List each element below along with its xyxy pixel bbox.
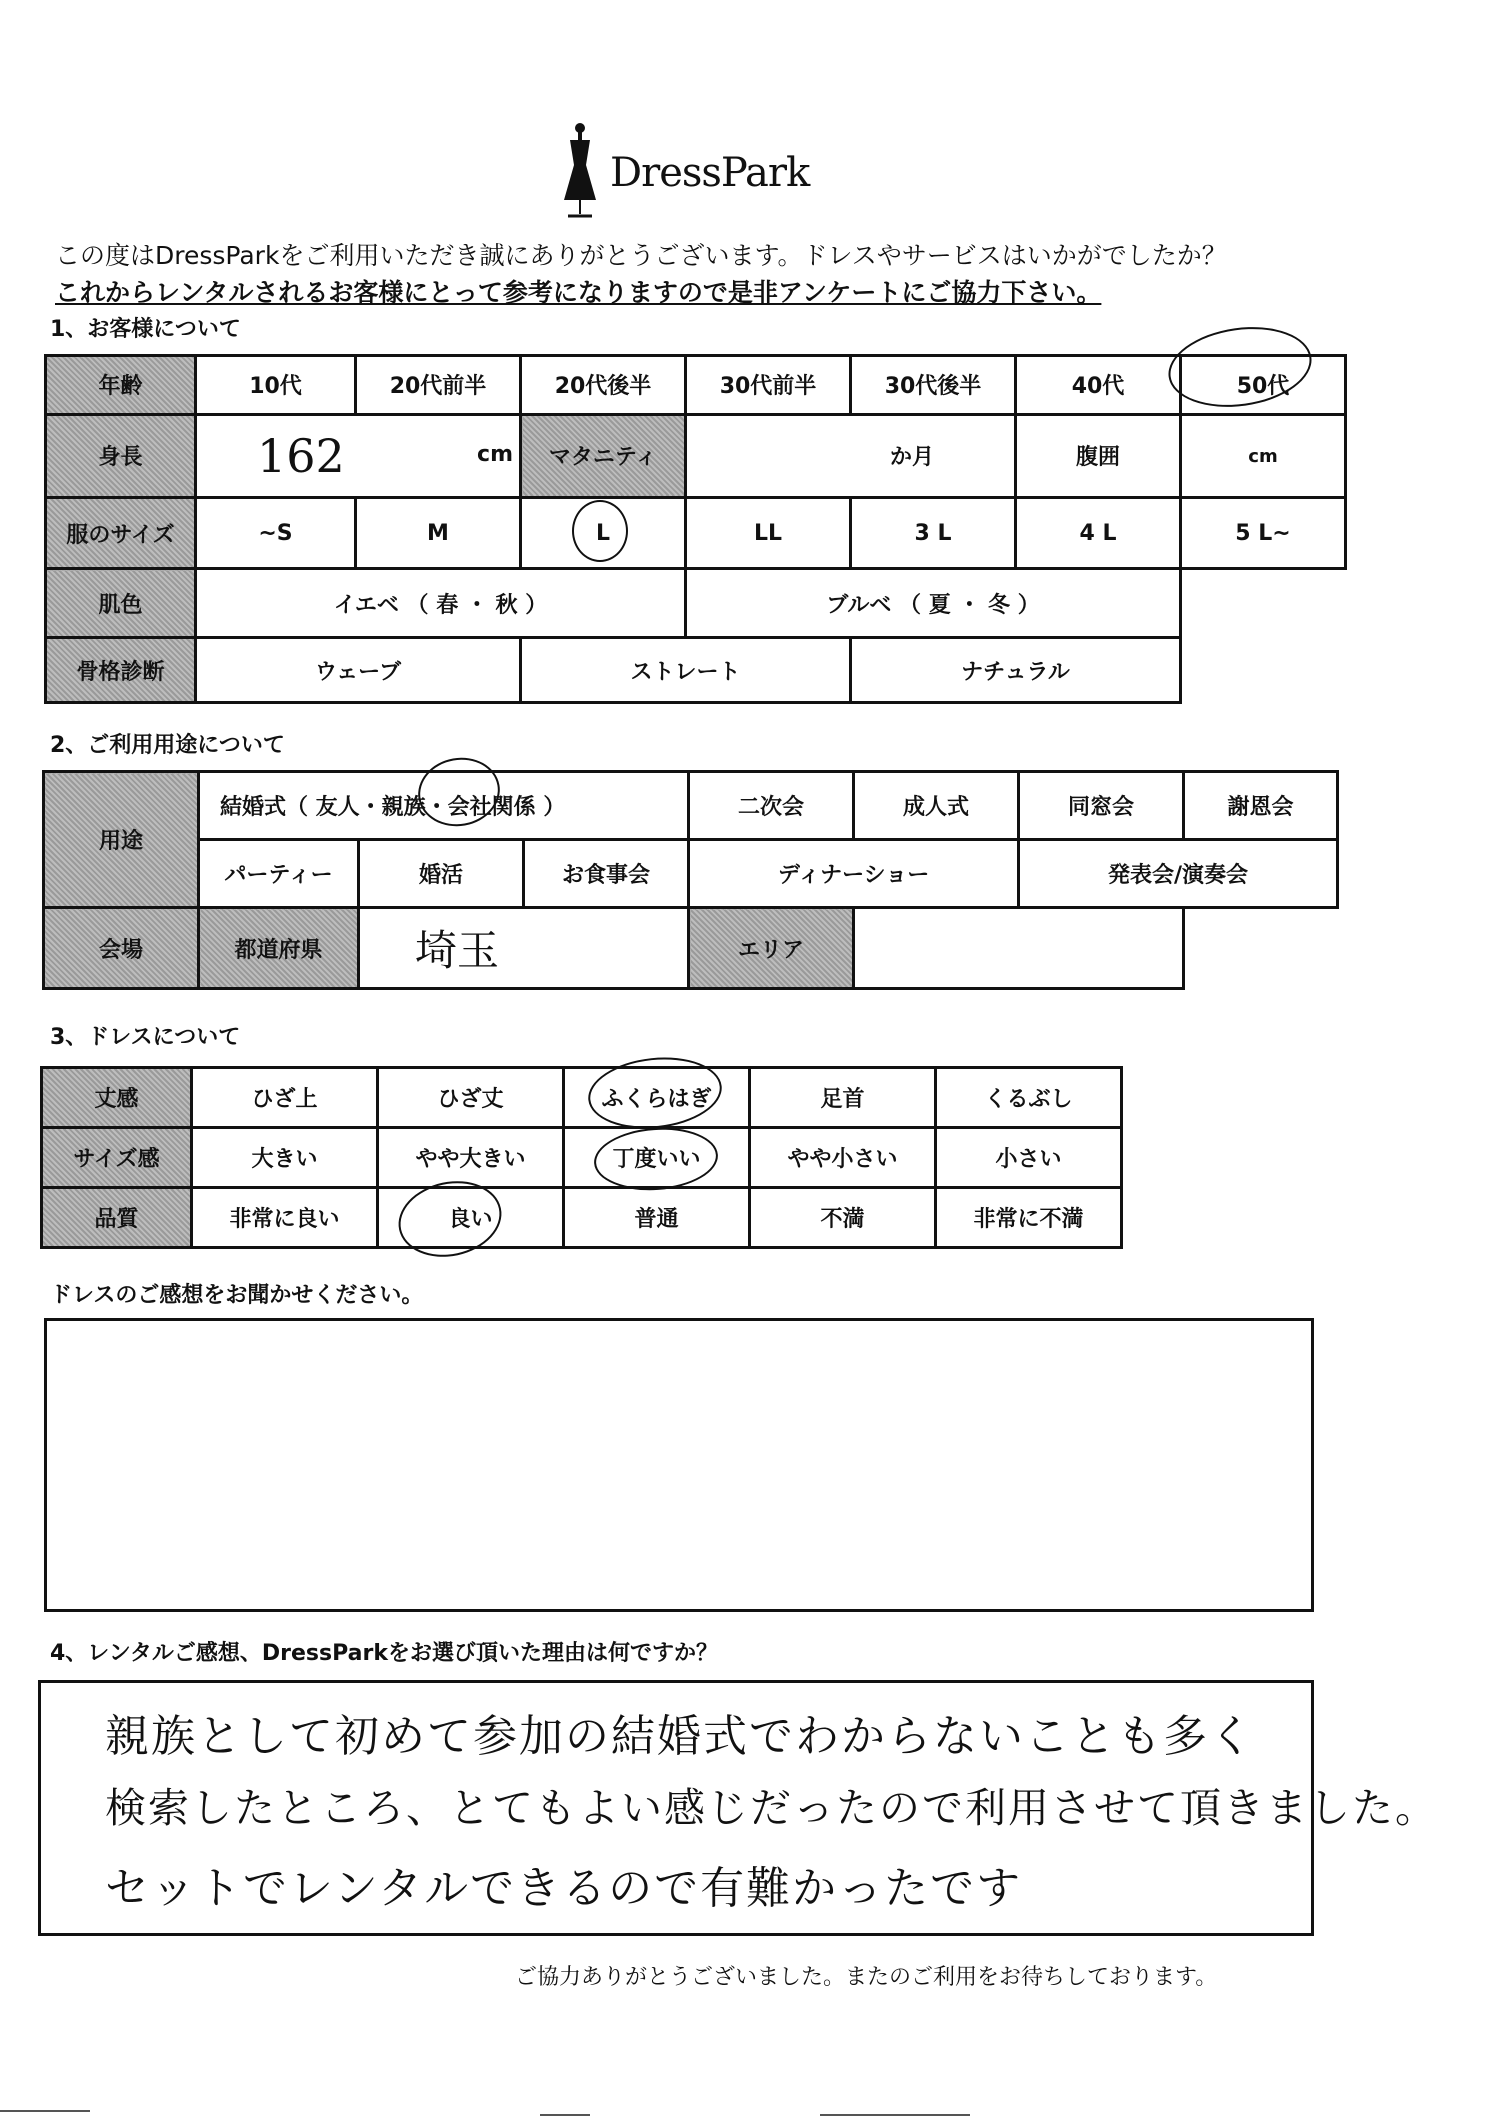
purpose-recital-option[interactable]: 発表会/演奏会 [1019,840,1338,908]
prefecture-value: 埼玉 [415,926,500,976]
length-option-above-knee[interactable]: ひざ上 [192,1068,378,1128]
age-label: 年齢 [46,356,196,415]
prefecture-label: 都道府県 [199,908,359,989]
age-option-late-30s[interactable]: 30代後半 [851,356,1016,415]
purpose-dinner-option[interactable]: お食事会 [524,840,689,908]
dress-table [40,1066,1123,1249]
fit-option-just-right[interactable]: 丁度いい [564,1128,750,1188]
purpose-dinner-show-option[interactable]: ディナーショー [689,840,1019,908]
skin-blue-option[interactable]: ブルベ （ 夏 ・ 冬 ） [686,569,1181,638]
frame-label: 骨格診断 [46,638,196,703]
purpose-thanks-party-option[interactable]: 謝恩会 [1184,772,1338,840]
height-field[interactable] [196,414,521,498]
intro-text: この度はDressParkをご利用いただき誠にありがとうございます。ドレスやサービスはいかがでしたか？ [55,241,1227,270]
size-option-m[interactable]: M [356,498,521,569]
frame-option-wave[interactable]: ウェーブ [196,638,521,703]
section1-title: 1、お客様について [50,317,241,342]
area-label: エリア [689,908,854,989]
size-option-l[interactable]: L [521,498,686,569]
fit-option-slightly-large[interactable]: やや大きい [378,1128,564,1188]
quality-option-very-dissatisfied[interactable]: 非常に不満 [936,1188,1122,1248]
prefecture-field[interactable] [359,908,689,989]
size-option-4l[interactable]: 4 L [1016,498,1181,569]
purpose-konkatsu-option[interactable]: 婚活 [359,840,524,908]
usage-table [42,770,1339,990]
waist-unit: cm [1248,446,1278,468]
maternity-months-unit: か月 [889,445,934,471]
handwritten-line-3: セットでレンタルできるので有難かったです [105,1863,1023,1914]
purpose-coming-of-age-option[interactable]: 成人式 [854,772,1019,840]
intro-request: これからレンタルされるお客様にとって参考になりますので是非アンケートにご協力下さい。 [55,278,1102,307]
maternity-label: マタニティ [521,414,686,498]
purpose-wedding-option[interactable]: 結婚式（ 友人・親族・会社関係 ） [199,772,689,840]
age-option-early-20s[interactable]: 20代前半 [356,356,521,415]
age-option-late-20s[interactable]: 20代後半 [521,356,686,415]
size-option-ll[interactable]: LL [686,498,851,569]
size-option-s[interactable]: ~S [196,498,356,569]
length-option-calf[interactable]: ふくらはぎ [564,1068,750,1128]
purpose-label: 用途 [44,772,199,908]
fit-option-slightly-small[interactable]: やや小さい [750,1128,936,1188]
waist-label: 腹囲 [1016,414,1181,498]
dress-impression-prompt: ドレスのご感想をお聞かせください。 [50,1283,424,1308]
section4-title: 4、レンタルご感想、DressParkをお選び頂いた理由は何ですか？ [50,1641,718,1666]
purpose-party-option[interactable]: パーティー [199,840,359,908]
age-option-10s[interactable]: 10代 [196,356,356,415]
purpose-afterparty-option[interactable]: 二次会 [689,772,854,840]
handwritten-line-1: 親族として初めて参加の結婚式でわからないことも多く [105,1711,1255,1762]
empty-cell [1181,569,1346,638]
thank-you-footer: ご協力ありがとうございました。またのご利用をお待ちしております。 [515,1965,1218,1990]
length-option-anklebone[interactable]: くるぶし [936,1068,1122,1128]
section2-title: 2、ご利用用途について [50,733,285,758]
customer-info-table [44,354,1347,704]
waist-field[interactable] [1181,414,1346,498]
length-option-ankle[interactable]: 足首 [750,1068,936,1128]
frame-option-natural[interactable]: ナチュラル [851,638,1181,703]
size-option-3l[interactable]: 3 L [851,498,1016,569]
skin-yellow-option[interactable]: イエベ （ 春 ・ 秋 ） [196,569,686,638]
dress-mannequin-icon [560,120,600,220]
quality-option-good[interactable]: 良い [378,1188,564,1248]
area-field[interactable] [854,908,1184,989]
section3-title: 3、ドレスについて [50,1025,241,1050]
length-label: 丈感 [42,1068,192,1128]
skin-label: 肌色 [46,569,196,638]
height-unit: cm [477,441,513,467]
height-value: 162 [257,428,345,483]
fit-option-large[interactable]: 大きい [192,1128,378,1188]
length-option-knee[interactable]: ひざ丈 [378,1068,564,1128]
frame-option-straight[interactable]: ストレート [521,638,851,703]
purpose-reunion-option[interactable]: 同窓会 [1019,772,1184,840]
quality-option-dissatisfied[interactable]: 不満 [750,1188,936,1248]
scan-artifact-line [820,2114,970,2116]
fit-option-small[interactable]: 小さい [936,1128,1122,1188]
quality-option-average[interactable]: 普通 [564,1188,750,1248]
fit-label: サイズ感 [42,1128,192,1188]
quality-label: 品質 [42,1188,192,1248]
quality-option-very-good[interactable]: 非常に良い [192,1188,378,1248]
age-option-50s[interactable]: 50代 [1181,356,1346,415]
venue-label: 会場 [44,908,199,989]
size-option-5l[interactable]: 5 L~ [1181,498,1346,569]
logo-text: DressPark [610,150,810,196]
height-label: 身長 [46,414,196,498]
scan-artifact-line [540,2114,590,2116]
handwritten-line-2: 検索したところ、とてもよい感じだったので利用させて頂きました。 [105,1784,1438,1832]
size-label: 服のサイズ [46,498,196,569]
age-option-early-30s[interactable]: 30代前半 [686,356,851,415]
dresspark-logo [560,120,820,220]
dress-impression-box[interactable] [44,1318,1314,1612]
maternity-months-field[interactable] [686,414,1016,498]
age-option-40s[interactable]: 40代 [1016,356,1181,415]
scan-artifact-line [0,2110,90,2112]
empty-cell [1181,638,1346,703]
empty-cell [1184,908,1338,989]
